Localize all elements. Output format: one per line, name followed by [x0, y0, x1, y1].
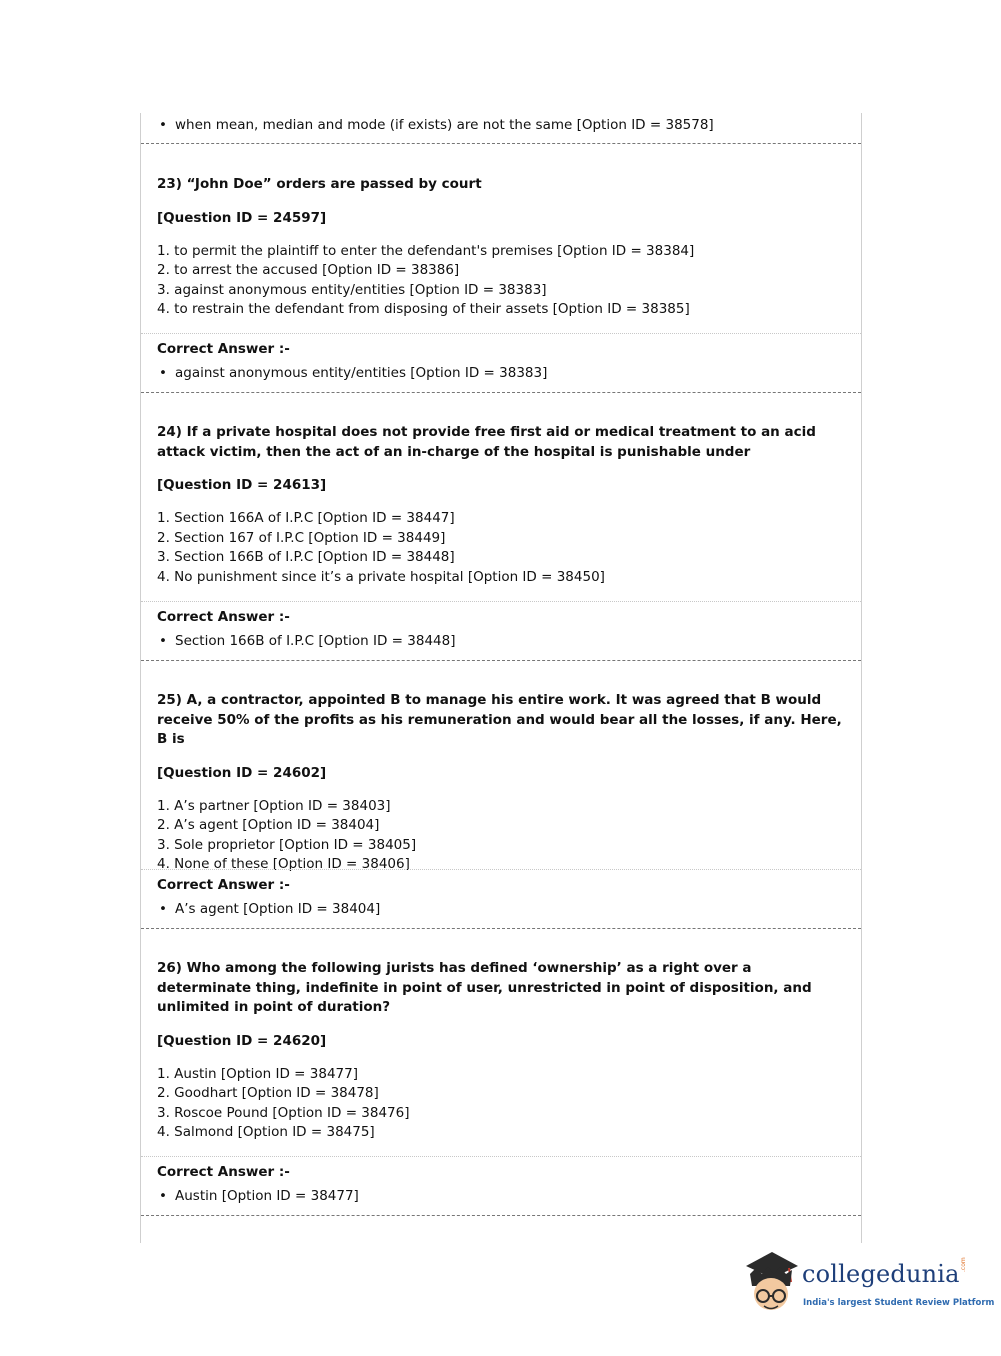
- question-id: [Question ID = 24620]: [157, 1032, 327, 1049]
- question-separator: [141, 928, 861, 929]
- answer-divider: [141, 333, 861, 334]
- brand-suffix: .com: [960, 1257, 967, 1272]
- question-paper-frame: [140, 113, 862, 1243]
- question-id: [Question ID = 24613]: [157, 477, 327, 493]
- brand-name: collegedunia: [802, 1260, 960, 1288]
- option-item: 1. Section 166A of I.P.C [Option ID = 38447]: [157, 510, 455, 526]
- option-item: 4. Salmond [Option ID = 38475]: [157, 1124, 375, 1140]
- question-24: [157, 423, 845, 587]
- question-text: 25) A, a contractor, appointed B to manage his entire work. It was agreed that B would receive 50% of the profits as his remuneration and would bear all the losses, if any. Here, B is: [157, 692, 842, 747]
- correct-answer-label: Correct Answer :-: [157, 1164, 290, 1180]
- previous-question-answer: [157, 115, 714, 135]
- correct-answer-24: [157, 608, 845, 651]
- correct-answer-text: • against anonymous entity/entities [Option ID = 38383]: [157, 363, 845, 383]
- correct-answer-text: • A’s agent [Option ID = 38404]: [157, 899, 845, 919]
- options-list: [157, 797, 845, 875]
- question-text: 24) If a private hospital does not provide free first aid or medical treatment to an acid attack victim, then the act of an in-charge of the hospital is punishable under: [157, 424, 816, 460]
- correct-answer-23: [157, 340, 845, 383]
- correct-answer-label: Correct Answer :-: [157, 609, 290, 625]
- correct-answer-label: Correct Answer :-: [157, 341, 290, 357]
- correct-answer-text: • Section 166B of I.P.C [Option ID = 38448]: [157, 631, 845, 651]
- correct-answer-26: [157, 1163, 845, 1206]
- answer-divider: [141, 601, 861, 602]
- correct-answer-text: • Austin [Option ID = 38477]: [157, 1186, 845, 1206]
- option-item: 1. Austin [Option ID = 38477]: [157, 1065, 358, 1082]
- option-item: 3. Section 166B of I.P.C [Option ID = 38448]: [157, 549, 455, 565]
- option-item: 2. to arrest the accused [Option ID = 38386]: [157, 262, 460, 278]
- option-item: 3. against anonymous entity/entities [Option ID = 38383]: [157, 281, 547, 298]
- question-text: 26) Who among the following jurists has defined ‘ownership’ as a right over a determinate thing, indefinite in point of user, unrestricted in point of disposition, and unlimited in point of duration?: [157, 960, 812, 1015]
- previous-answer-text: • when mean, median and mode (if exists) are not the same [Option ID = 38578]: [157, 115, 714, 135]
- question-separator: [141, 1215, 861, 1216]
- brand-tagline: India's largest Student Review Platform: [803, 1298, 995, 1308]
- option-item: 2. A’s agent [Option ID = 38404]: [157, 817, 380, 833]
- question-26: [157, 959, 845, 1143]
- option-item: 4. No punishment since it’s a private hospital [Option ID = 38450]: [157, 568, 605, 585]
- question-text: 23) “John Doe” orders are passed by court: [157, 176, 482, 192]
- question-id: [Question ID = 24597]: [157, 209, 327, 226]
- question-id: [Question ID = 24602]: [157, 764, 327, 781]
- question-25: [157, 691, 845, 875]
- options-list: [157, 509, 845, 587]
- mascot-icon: [742, 1250, 802, 1320]
- option-item: 2. Section 167 of I.P.C [Option ID = 38449]: [157, 529, 446, 546]
- options-list: [157, 1065, 845, 1143]
- question-separator: [141, 660, 861, 661]
- collegedunia-logo: [742, 1250, 995, 1320]
- option-item: 4. None of these [Option ID = 38406]: [157, 856, 410, 872]
- option-item: 3. Roscoe Pound [Option ID = 38476]: [157, 1104, 410, 1121]
- correct-answer-label: Correct Answer :-: [157, 877, 290, 893]
- question-23: [157, 175, 845, 320]
- options-list: [157, 242, 845, 320]
- option-item: 2. Goodhart [Option ID = 38478]: [157, 1085, 379, 1101]
- answer-divider: [141, 1156, 861, 1157]
- question-separator: [141, 143, 861, 144]
- option-item: 3. Sole proprietor [Option ID = 38405]: [157, 836, 417, 853]
- option-item: 1. A’s partner [Option ID = 38403]: [157, 797, 391, 814]
- option-item: 4. to restrain the defendant from disposing of their assets [Option ID = 38385]: [157, 301, 690, 317]
- option-item: 1. to permit the plaintiff to enter the defendant's premises [Option ID = 38384]: [157, 242, 695, 259]
- correct-answer-25: [157, 876, 845, 919]
- question-separator: [141, 392, 861, 393]
- answer-divider: [141, 869, 861, 870]
